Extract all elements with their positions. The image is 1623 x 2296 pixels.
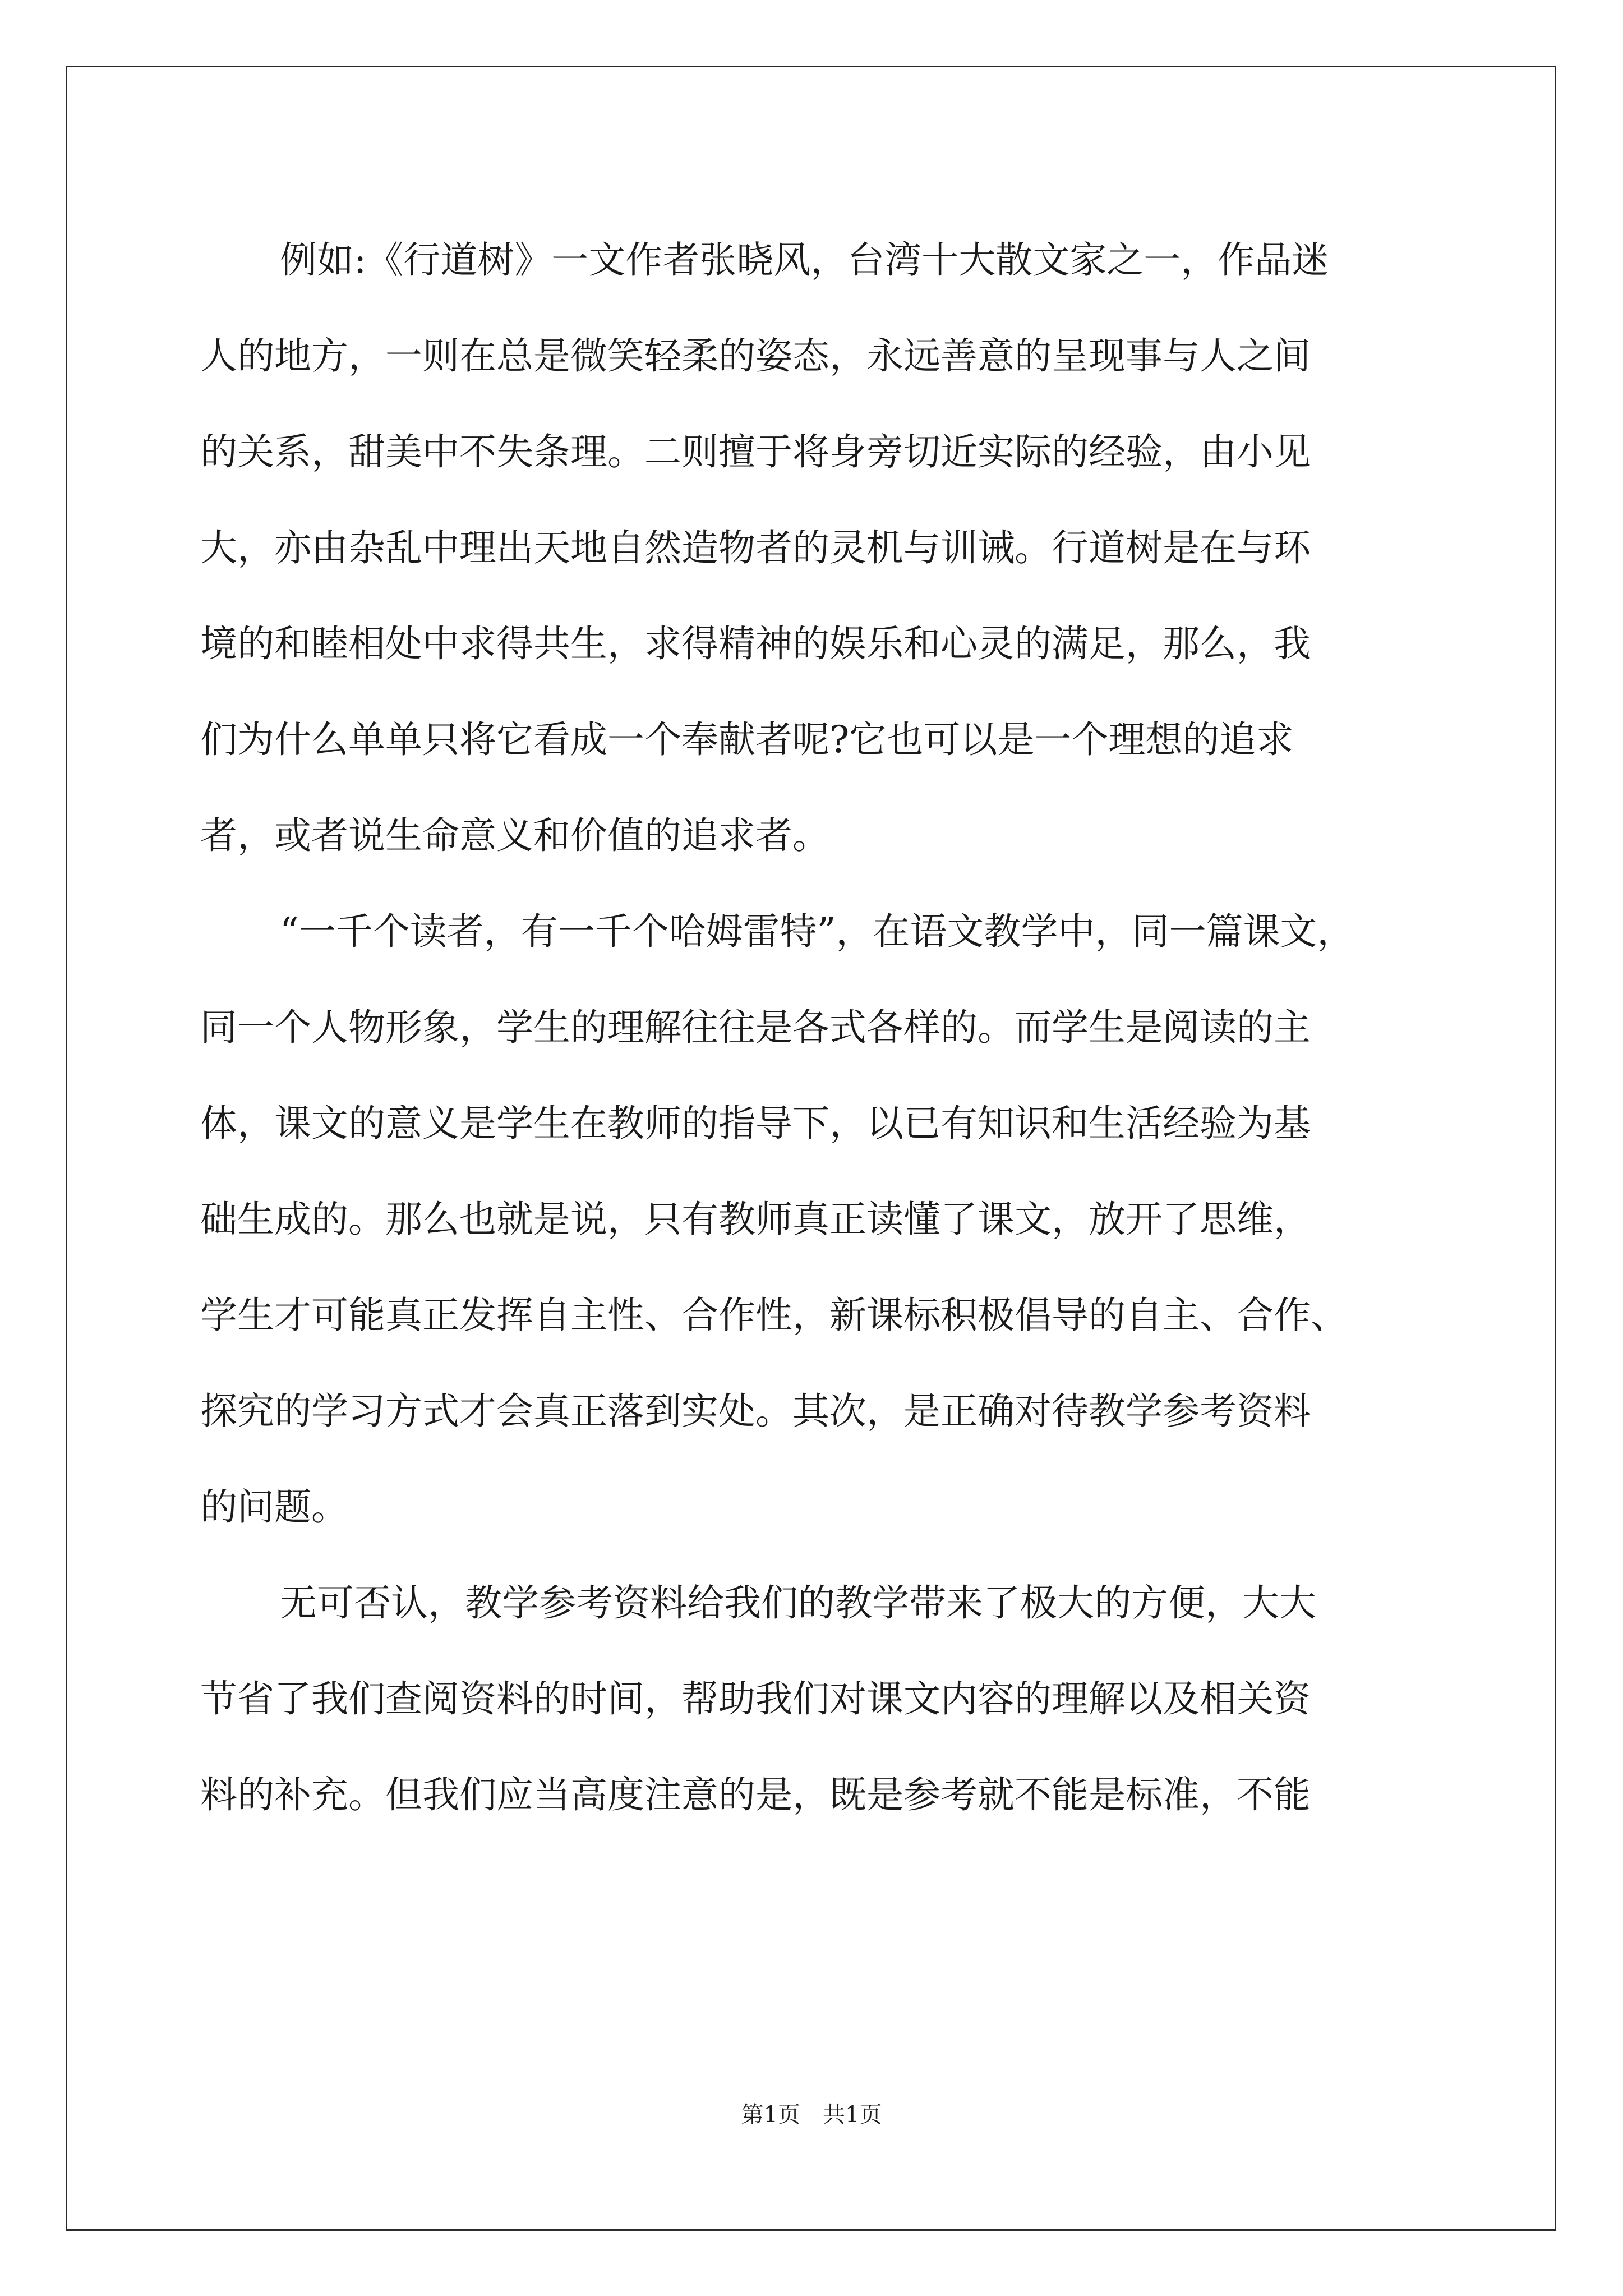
paragraph-line: 的关系，甜美中不失条理。二则擅于将身旁切近实际的经验，由小见 — [200, 430, 1311, 473]
paragraph-line: 料的补充。但我们应当高度注意的是，既是参考就不能是标准，不能 — [200, 1773, 1311, 1816]
paragraph-line: 节省了我们查阅资料的时间，帮助我们对课文内容的理解以及相关资 — [200, 1677, 1311, 1720]
paragraph-line: 们为什么单单只将它看成一个奉献者呢?它也可以是一个理想的追求 — [200, 718, 1294, 761]
paragraph-line: 境的和睦相处中求得共生，求得精神的娱乐和心灵的满足，那么，我 — [200, 622, 1311, 665]
paragraph-line: 体，课文的意义是学生在教师的指导下，以已有知识和生活经验为基 — [200, 1102, 1311, 1145]
paragraph-line: 探究的学习方式才会真正落到实处。其次，是正确对待教学参考资料 — [200, 1389, 1311, 1433]
paragraph-line: 无可否认，教学参考资料给我们的教学带来了极大的方便，大大 — [280, 1581, 1316, 1625]
paragraph-line: 学生才可能真正发挥自主性、合作性，新课标积极倡导的自主、合作、 — [200, 1294, 1348, 1337]
paragraph-line: 者，或者说生命意义和价值的追求者。 — [200, 814, 829, 857]
document-body — [200, 212, 1434, 1843]
paragraph-line: 础生成的。那么也就是说，只有教师真正读懂了课文，放开了思维， — [200, 1198, 1311, 1241]
paragraph-line: 同一个人物形象，学生的理解往往是各式各样的。而学生是阅读的主 — [200, 1006, 1311, 1049]
page-number-footer: 第1页 共1页 — [741, 2102, 882, 2128]
paragraph-line: 大，亦由杂乱中理出天地自然造物者的灵机与训诫。行道树是在与环 — [200, 526, 1311, 569]
paragraph-line: “一千个读者，有一千个哈姆雷特”，在语文教学中，同一篇课文， — [280, 910, 1354, 953]
paragraph-1 — [200, 212, 1434, 884]
paragraph-2 — [200, 884, 1434, 1555]
paragraph-line: 的问题。 — [200, 1485, 348, 1529]
paragraph-line: 人的地方，一则在总是微笑轻柔的姿态，永远善意的呈现事与人之间 — [200, 334, 1311, 378]
paragraph-line: 例如:《行道树》一文作者张晓风，台湾十大散文家之一，作品迷 — [280, 238, 1329, 282]
paragraph-3 — [200, 1555, 1434, 1843]
